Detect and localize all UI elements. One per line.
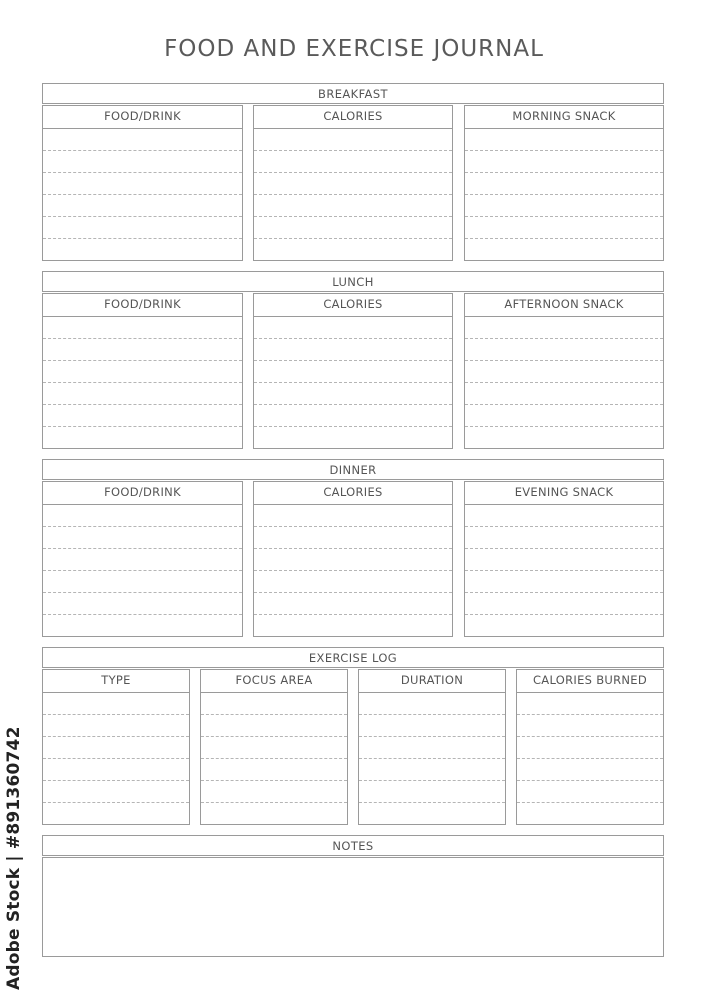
writing-line[interactable] (43, 195, 242, 217)
dinner-food-header: FOOD/DRINK (43, 482, 242, 505)
writing-line[interactable] (359, 781, 505, 803)
lunch-food-column[interactable] (42, 293, 243, 449)
writing-line[interactable] (43, 759, 189, 781)
writing-line[interactable] (517, 737, 663, 759)
writing-line[interactable] (517, 759, 663, 781)
breakfast-calories-header: CALORIES (254, 106, 452, 129)
exercise-calories-header: CALORIES BURNED (517, 670, 663, 693)
lunch-header: LUNCH (42, 271, 664, 292)
writing-line[interactable] (465, 217, 663, 239)
writing-line[interactable] (254, 217, 452, 239)
writing-line[interactable] (43, 361, 242, 383)
writing-line[interactable] (359, 737, 505, 759)
exercise-focus-header: FOCUS AREA (201, 670, 347, 693)
writing-line[interactable] (254, 527, 452, 549)
lunch-snack-header: AFTERNOON SNACK (465, 294, 663, 317)
notes-area[interactable] (42, 857, 664, 957)
breakfast-food-column[interactable] (42, 105, 243, 261)
writing-line[interactable] (43, 505, 242, 527)
writing-line[interactable] (254, 361, 452, 383)
writing-line[interactable] (465, 505, 663, 527)
exercise-type-header: TYPE (43, 670, 189, 693)
exercise-duration-column[interactable] (358, 669, 506, 825)
writing-line[interactable] (465, 361, 663, 383)
notes-section (42, 835, 664, 957)
writing-line[interactable] (43, 217, 242, 239)
writing-line[interactable] (465, 339, 663, 361)
breakfast-snack-column[interactable] (464, 105, 664, 261)
writing-line[interactable] (201, 715, 347, 737)
writing-line[interactable] (465, 195, 663, 217)
notes-header: NOTES (42, 835, 664, 856)
writing-line[interactable] (465, 571, 663, 593)
writing-line[interactable] (254, 195, 452, 217)
lunch-calories-column[interactable] (253, 293, 453, 449)
writing-line[interactable] (43, 737, 189, 759)
exercise-calories-column[interactable] (516, 669, 664, 825)
writing-line[interactable] (43, 781, 189, 803)
writing-line[interactable] (43, 405, 242, 427)
writing-line[interactable] (43, 129, 242, 151)
writing-line[interactable] (201, 693, 347, 715)
writing-line[interactable] (254, 405, 452, 427)
writing-line[interactable] (254, 383, 452, 405)
page-title: FOOD AND EXERCISE JOURNAL (164, 36, 544, 62)
writing-line[interactable] (465, 173, 663, 195)
writing-line[interactable] (254, 571, 452, 593)
writing-line[interactable] (465, 405, 663, 427)
writing-line[interactable] (43, 383, 242, 405)
writing-line[interactable] (201, 737, 347, 759)
writing-line[interactable] (517, 693, 663, 715)
writing-line[interactable] (254, 593, 452, 615)
lunch-food-header: FOOD/DRINK (43, 294, 242, 317)
dinner-food-column[interactable] (42, 481, 243, 637)
exercise-section (42, 647, 664, 825)
writing-line[interactable] (359, 715, 505, 737)
writing-line[interactable] (254, 549, 452, 571)
writing-line[interactable] (465, 151, 663, 173)
exercise-duration-header: DURATION (359, 670, 505, 693)
writing-line[interactable] (43, 693, 189, 715)
writing-line[interactable] (201, 759, 347, 781)
writing-line[interactable] (43, 549, 242, 571)
writing-line[interactable] (43, 593, 242, 615)
writing-line[interactable] (517, 715, 663, 737)
writing-line[interactable] (465, 593, 663, 615)
writing-line[interactable] (254, 505, 452, 527)
exercise-header: EXERCISE LOG (42, 647, 664, 668)
writing-line[interactable] (254, 317, 452, 339)
dinner-calories-header: CALORIES (254, 482, 452, 505)
writing-line[interactable] (43, 151, 242, 173)
writing-line[interactable] (465, 383, 663, 405)
writing-line[interactable] (465, 129, 663, 151)
dinner-calories-column[interactable] (253, 481, 453, 637)
writing-line[interactable] (201, 781, 347, 803)
dinner-header: DINNER (42, 459, 664, 480)
breakfast-food-header: FOOD/DRINK (43, 106, 242, 129)
writing-line[interactable] (43, 339, 242, 361)
writing-line[interactable] (465, 549, 663, 571)
writing-line[interactable] (254, 339, 452, 361)
breakfast-calories-column[interactable] (253, 105, 453, 261)
lunch-calories-header: CALORIES (254, 294, 452, 317)
stock-watermark-text: Adobe Stock | #891360742 (4, 726, 24, 990)
writing-line[interactable] (465, 317, 663, 339)
writing-line[interactable] (254, 129, 452, 151)
writing-line[interactable] (465, 527, 663, 549)
writing-line[interactable] (43, 173, 242, 195)
exercise-focus-column[interactable] (200, 669, 348, 825)
dinner-snack-header: EVENING SNACK (465, 482, 663, 505)
writing-line[interactable] (43, 715, 189, 737)
lunch-section (42, 271, 664, 449)
lunch-snack-column[interactable] (464, 293, 664, 449)
breakfast-header: BREAKFAST (42, 83, 664, 104)
writing-line[interactable] (43, 317, 242, 339)
writing-line[interactable] (43, 571, 242, 593)
writing-line[interactable] (43, 527, 242, 549)
writing-line[interactable] (254, 173, 452, 195)
writing-line[interactable] (359, 693, 505, 715)
breakfast-snack-header: MORNING SNACK (465, 106, 663, 129)
breakfast-section (42, 83, 664, 261)
exercise-type-column[interactable] (42, 669, 190, 825)
dinner-snack-column[interactable] (464, 481, 664, 637)
writing-line[interactable] (254, 151, 452, 173)
writing-line[interactable] (359, 759, 505, 781)
dinner-section (42, 459, 664, 637)
writing-line[interactable] (517, 781, 663, 803)
